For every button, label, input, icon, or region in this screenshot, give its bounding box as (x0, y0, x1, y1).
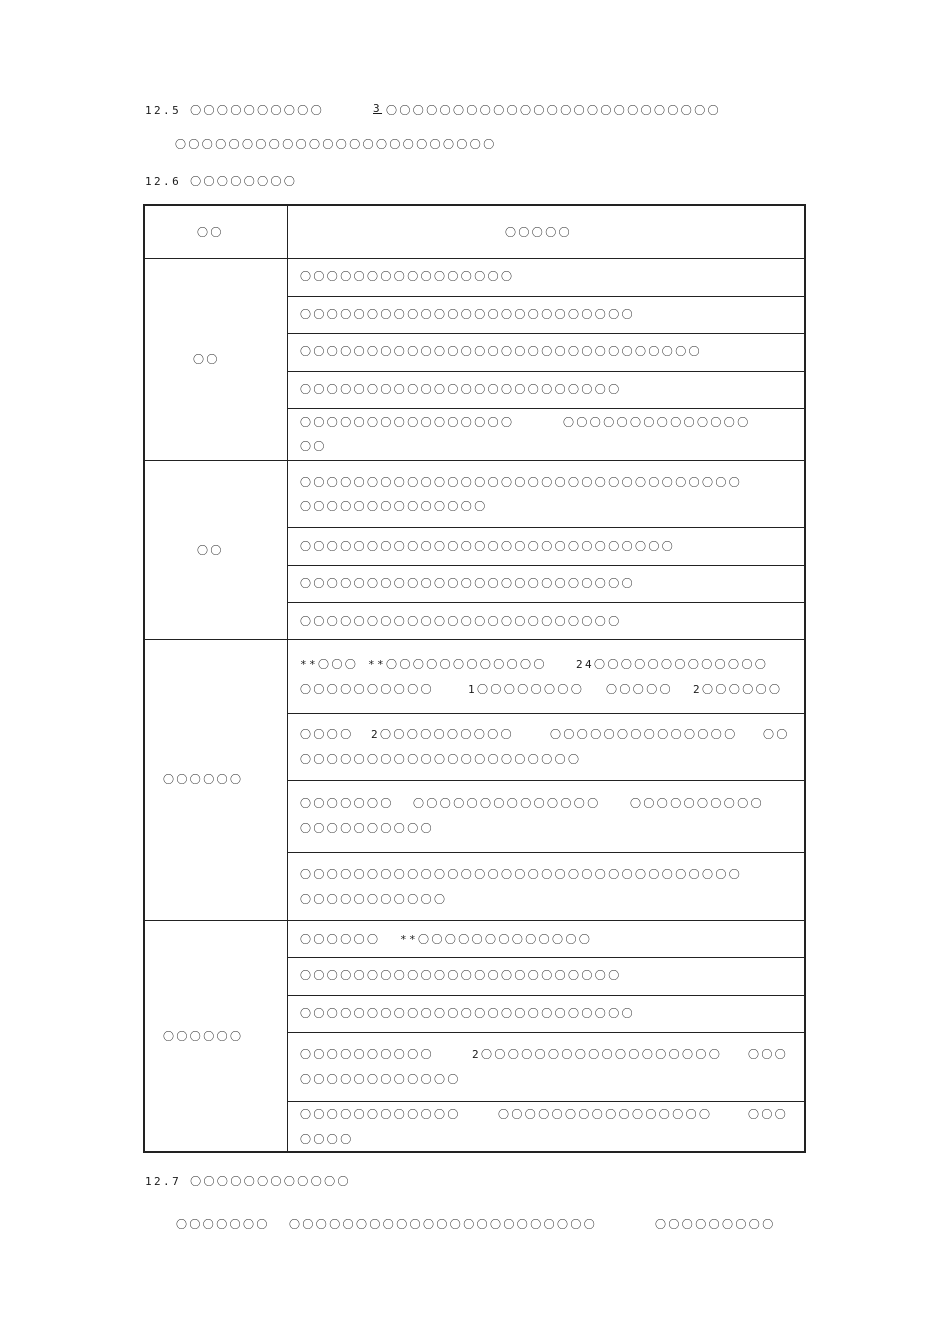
table-cell: 〇〇〇〇〇〇〇〇〇〇〇〇〇〇 (413, 797, 601, 810)
section-12-6-heading: 12.6 〇〇〇〇〇〇〇〇 (145, 175, 298, 188)
table-cell: 〇〇〇〇〇〇〇〇〇〇〇〇〇〇〇〇 (498, 1108, 713, 1121)
para-12-7-line1-start: 〇〇〇〇〇〇〇 (176, 1218, 270, 1231)
table-cell: **〇〇〇 (300, 658, 359, 671)
table-cell: 〇〇〇〇〇〇 (300, 933, 381, 946)
table-cell: 〇〇〇〇〇 (606, 683, 673, 696)
group-label: 〇〇〇〇〇〇 (163, 773, 244, 786)
table-cell: 〇〇〇〇〇〇〇〇〇〇〇〇〇〇〇〇〇〇〇〇〇〇〇〇〇 (300, 308, 635, 321)
group-label: 〇〇 (193, 353, 220, 366)
table-cell: 〇〇〇〇〇〇〇〇〇〇〇〇〇〇〇〇〇〇〇〇〇〇〇〇 (300, 615, 622, 628)
table-cell: 〇〇〇〇〇〇〇〇〇〇〇〇〇〇〇〇〇〇〇〇〇 (300, 753, 582, 766)
para-12-7-line1-mid: 〇〇〇〇〇〇〇〇〇〇〇〇〇〇〇〇〇〇〇〇〇〇〇 (289, 1218, 598, 1231)
table-cell: 〇〇〇〇〇〇〇〇〇〇〇〇〇〇〇〇〇〇〇〇〇〇〇〇〇 (300, 1007, 635, 1020)
table-cell: 〇〇〇 (748, 1108, 789, 1121)
table-cell: 〇〇〇〇〇〇〇〇〇〇〇〇 (300, 1108, 461, 1121)
table-cell: 〇〇〇〇〇〇〇〇〇〇 (300, 683, 434, 696)
table-row-divider (287, 852, 806, 853)
table-cell: **〇〇〇〇〇〇〇〇〇〇〇〇 (368, 658, 547, 671)
table-group-divider (143, 460, 806, 461)
table-cell: 〇〇〇〇〇〇〇〇〇〇〇〇〇〇 (563, 416, 751, 429)
table-cell: 24〇〇〇〇〇〇〇〇〇〇〇〇〇 (576, 658, 769, 671)
table-row-divider (287, 371, 806, 372)
para-12-5-line1-end: 〇〇〇〇〇〇〇〇〇〇〇〇〇〇〇〇〇〇〇〇〇〇〇〇〇 (386, 104, 721, 117)
table-cell: 2〇〇〇〇〇〇 (693, 683, 783, 696)
table-cell: 〇〇〇〇〇〇〇〇〇〇〇 (300, 893, 448, 906)
table-cell: 2〇〇〇〇〇〇〇〇〇〇 (371, 728, 515, 741)
table-cell: 〇〇〇〇 (300, 1133, 354, 1146)
table-row-divider (287, 995, 806, 996)
table-row-divider (287, 780, 806, 781)
group-label: 〇〇〇〇〇〇 (163, 1030, 244, 1043)
table-cell: 〇〇〇〇 (300, 728, 354, 741)
table-cell: 〇〇〇〇〇〇〇〇〇〇〇〇〇〇〇〇〇〇〇〇〇〇〇〇 (300, 383, 622, 396)
table-cell: 〇〇〇〇〇〇〇〇〇〇〇〇〇〇〇〇〇〇〇〇〇〇〇〇〇 (300, 577, 635, 590)
table-group-divider (143, 920, 806, 921)
table-row-divider (287, 957, 806, 958)
table-header-col2: 〇〇〇〇〇 (505, 226, 572, 239)
table-cell: 〇〇〇〇〇〇〇〇〇〇〇〇〇〇〇〇〇〇〇〇〇〇〇〇〇〇〇〇〇〇 (300, 345, 702, 358)
table-cell: 〇〇〇〇〇〇〇〇〇〇〇〇〇〇〇〇〇〇〇〇〇〇〇〇〇〇〇〇 (300, 540, 676, 553)
table-row-divider (287, 713, 806, 714)
table-cell: 〇〇〇〇〇〇〇〇〇〇 (300, 1048, 434, 1061)
table-row-divider (287, 408, 806, 409)
table-cell: 〇〇〇〇〇〇〇〇〇〇 (630, 797, 764, 810)
table-cell: 〇〇〇〇〇〇〇〇〇〇〇〇〇〇〇〇〇〇〇〇〇〇〇〇 (300, 969, 622, 982)
table-group-divider (143, 639, 806, 640)
table-row-divider (287, 333, 806, 334)
table-cell: 〇〇 (300, 440, 327, 453)
table-row-divider (287, 527, 806, 528)
table-cell: 1〇〇〇〇〇〇〇〇 (468, 683, 585, 696)
table-cell: 〇〇〇〇〇〇〇〇〇〇〇〇〇〇〇〇〇〇〇〇〇〇〇〇〇〇〇〇〇〇〇〇〇 (300, 476, 743, 489)
table-row-divider (287, 1032, 806, 1033)
table-cell: 〇〇〇〇〇〇〇〇〇〇 (300, 822, 434, 835)
table-cell: 〇〇〇〇〇〇〇〇〇〇〇〇〇〇〇〇〇〇〇〇〇〇〇〇〇〇〇〇〇〇〇〇〇 (300, 868, 743, 881)
table-header-divider (143, 258, 806, 259)
table-row-divider (287, 602, 806, 603)
table-header-col1: 〇〇 (197, 226, 224, 239)
group-label: 〇〇 (197, 544, 224, 557)
para-12-5-line2: 〇〇〇〇〇〇〇〇〇〇〇〇〇〇〇〇〇〇〇〇〇〇〇〇 (175, 138, 497, 151)
table-cell: **〇〇〇〇〇〇〇〇〇〇〇〇〇 (400, 933, 593, 946)
table-cell: 〇〇〇〇〇〇〇 (300, 797, 394, 810)
table-cell: 〇〇〇〇〇〇〇〇〇〇〇〇 (300, 1073, 461, 1086)
table-cell: 〇〇〇〇〇〇〇〇〇〇〇〇〇〇 (550, 728, 738, 741)
table-row-divider (287, 565, 806, 566)
table-cell: 〇〇〇〇〇〇〇〇〇〇〇〇〇〇〇〇 (300, 270, 515, 283)
para-12-7-line1-end: 〇〇〇〇〇〇〇〇〇 (655, 1218, 776, 1231)
table-cell: 2〇〇〇〇〇〇〇〇〇〇〇〇〇〇〇〇〇〇 (472, 1048, 723, 1061)
table-cell: 〇〇 (763, 728, 790, 741)
para-12-5-line1-start: 12.5 〇〇〇〇〇〇〇〇〇〇 (145, 104, 325, 117)
para-12-5-number: 3 (373, 102, 383, 115)
table-column-divider (287, 204, 288, 1153)
table-row-divider (287, 296, 806, 297)
table-cell: 〇〇〇〇〇〇〇〇〇〇〇〇〇〇 (300, 500, 488, 513)
table-row-divider (287, 1101, 806, 1102)
section-12-7-heading: 12.7 〇〇〇〇〇〇〇〇〇〇〇〇 (145, 1175, 351, 1188)
table-cell: 〇〇〇 (748, 1048, 789, 1061)
table-cell: 〇〇〇〇〇〇〇〇〇〇〇〇〇〇〇〇 (300, 416, 515, 429)
